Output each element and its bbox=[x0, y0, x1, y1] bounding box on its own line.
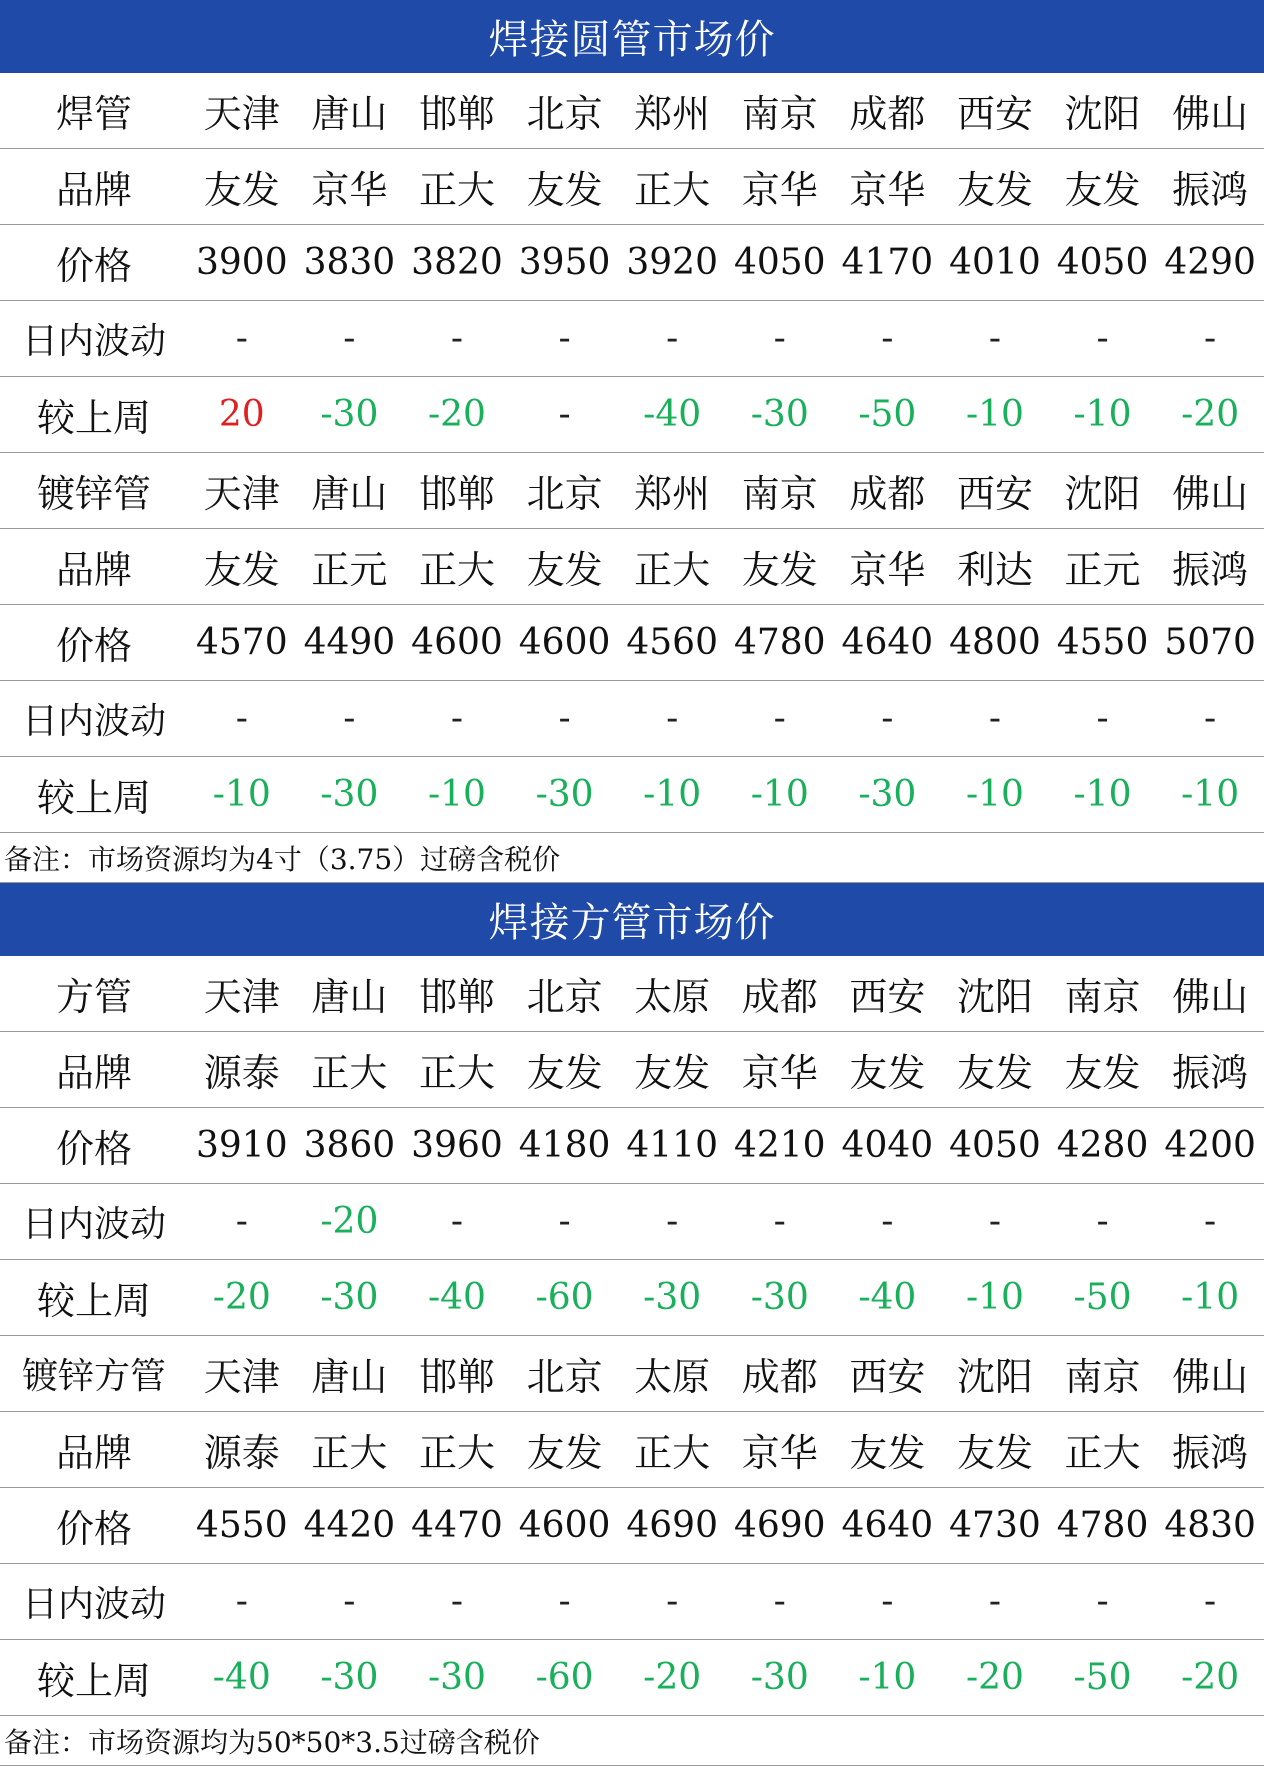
brand-cell: 京华 bbox=[849, 548, 926, 592]
price-cell: 4570 bbox=[195, 622, 288, 663]
row-label: 日内波动 bbox=[21, 1204, 166, 1245]
weekly-row bbox=[0, 1260, 1264, 1336]
city-cell: 邯郸 bbox=[418, 1355, 495, 1399]
brand-cell: 正大 bbox=[418, 1431, 495, 1475]
intraday-cell: - bbox=[558, 318, 571, 359]
price-cell: 4640 bbox=[841, 622, 934, 663]
weekly-cell: -30 bbox=[320, 774, 379, 815]
price-cell: 4210 bbox=[733, 1125, 826, 1166]
brand-cell: 正大 bbox=[311, 1051, 388, 1095]
brand-cell: 京华 bbox=[741, 168, 818, 212]
row-cells bbox=[188, 539, 1264, 594]
section-title: 焊接方管市场价 bbox=[0, 883, 1264, 956]
intraday-cell: - bbox=[450, 698, 464, 739]
brand-cell: 友发 bbox=[526, 1431, 603, 1475]
weekly-cell: -20 bbox=[212, 1277, 271, 1318]
weekly-cell: -10 bbox=[1073, 774, 1132, 815]
price-cell: 4420 bbox=[303, 1505, 396, 1546]
weekly-cell: -20 bbox=[427, 394, 486, 435]
row-cells bbox=[188, 159, 1264, 214]
price-section bbox=[0, 883, 1264, 1766]
price-cell: 4600 bbox=[518, 622, 611, 663]
price-cell: 5070 bbox=[1164, 622, 1256, 663]
price-cell: 4180 bbox=[518, 1125, 611, 1166]
intraday-cell: - bbox=[881, 1581, 894, 1622]
brand-cell: 正大 bbox=[418, 548, 495, 592]
brand-cell: 友发 bbox=[526, 1051, 603, 1095]
weekly-cell: -30 bbox=[320, 394, 379, 435]
city-cell: 沈阳 bbox=[1064, 472, 1141, 516]
city-cell: 佛山 bbox=[1172, 1355, 1249, 1399]
brand-cell: 正大 bbox=[418, 168, 495, 212]
intraday-cell: - bbox=[773, 698, 786, 739]
weekly-cell: -30 bbox=[320, 1277, 379, 1318]
weekly-cell: -10 bbox=[965, 1277, 1024, 1318]
city-row bbox=[0, 1336, 1264, 1412]
city-row bbox=[0, 453, 1264, 529]
weekly-cell: -10 bbox=[212, 774, 271, 815]
row-cells bbox=[188, 318, 1264, 359]
weekly-cell: -30 bbox=[750, 394, 809, 435]
city-cell: 邯郸 bbox=[418, 975, 495, 1019]
price-cell: 4800 bbox=[949, 622, 1041, 663]
price-cell: 3920 bbox=[626, 242, 718, 283]
city-cell: 沈阳 bbox=[1064, 92, 1141, 136]
row-label: 价格 bbox=[55, 624, 132, 668]
weekly-cell: -10 bbox=[427, 774, 486, 815]
price-cell: 3820 bbox=[411, 242, 503, 283]
weekly-cell: -30 bbox=[643, 1277, 702, 1318]
price-cell: 4600 bbox=[518, 1505, 611, 1546]
price-cell: 4050 bbox=[733, 242, 826, 283]
brand-cell: 利达 bbox=[956, 548, 1033, 592]
brand-cell: 正大 bbox=[634, 1431, 711, 1475]
row-label: 品牌 bbox=[55, 1051, 132, 1095]
city-cell: 南京 bbox=[1064, 975, 1141, 1019]
brand-row bbox=[0, 149, 1264, 225]
city-row bbox=[0, 956, 1264, 1032]
city-cell: 北京 bbox=[526, 975, 603, 1019]
row-label: 价格 bbox=[55, 1507, 132, 1551]
brand-cell: 友发 bbox=[1064, 168, 1141, 212]
intraday-cell: - bbox=[666, 1581, 679, 1622]
city-cell: 成都 bbox=[741, 1355, 818, 1399]
row-label: 价格 bbox=[55, 244, 132, 288]
city-cell: 西安 bbox=[956, 472, 1033, 516]
intraday-cell: - bbox=[1096, 1201, 1109, 1242]
row-label: 价格 bbox=[55, 1127, 132, 1171]
row-label: 日内波动 bbox=[21, 1584, 166, 1625]
weekly-cell: -40 bbox=[858, 1277, 917, 1318]
city-cell: 太原 bbox=[634, 975, 711, 1019]
intraday-cell: - bbox=[1204, 698, 1217, 739]
price-cell: 4290 bbox=[1164, 242, 1256, 283]
row-cells bbox=[188, 242, 1264, 283]
price-cell: 4830 bbox=[1164, 1505, 1256, 1546]
intraday-cell: - bbox=[1096, 318, 1109, 359]
price-cell: 4280 bbox=[1056, 1125, 1149, 1166]
price-cell: 3910 bbox=[195, 1125, 288, 1166]
weekly-cell: -50 bbox=[858, 394, 917, 435]
price-cell: 3830 bbox=[303, 242, 396, 283]
city-cell: 北京 bbox=[526, 472, 603, 516]
row-cells bbox=[188, 1346, 1264, 1401]
weekly-cell: -10 bbox=[965, 774, 1024, 815]
row-cells bbox=[188, 1042, 1264, 1097]
section-note: 备注：市场资源均为4寸（3.75）过磅含税价 bbox=[0, 833, 1264, 883]
price-row bbox=[0, 605, 1264, 681]
brand-cell: 友发 bbox=[849, 1431, 926, 1475]
price-row bbox=[0, 225, 1264, 301]
weekly-cell: -20 bbox=[965, 1657, 1024, 1698]
weekly-cell: -20 bbox=[1181, 1657, 1240, 1698]
row-cells bbox=[188, 1657, 1264, 1698]
intraday-cell: - bbox=[558, 1201, 571, 1242]
price-cell: 3900 bbox=[195, 242, 288, 283]
price-cell: 4110 bbox=[626, 1125, 718, 1166]
brand-cell: 正大 bbox=[1064, 1431, 1141, 1475]
brand-cell: 友发 bbox=[741, 548, 818, 592]
price-cell: 4050 bbox=[1056, 242, 1149, 283]
intraday-cell: -20 bbox=[320, 1201, 379, 1242]
brand-cell: 振鸿 bbox=[1172, 168, 1249, 212]
row-cells bbox=[188, 966, 1264, 1021]
intraday-row bbox=[0, 301, 1264, 377]
brand-cell: 京华 bbox=[741, 1431, 818, 1475]
row-cells bbox=[188, 698, 1264, 739]
city-cell: 天津 bbox=[203, 1355, 280, 1399]
price-cell: 4640 bbox=[841, 1505, 934, 1546]
city-cell: 成都 bbox=[741, 975, 818, 1019]
weekly-cell: -30 bbox=[427, 1657, 486, 1698]
city-cell: 邯郸 bbox=[418, 92, 495, 136]
city-cell: 唐山 bbox=[311, 975, 388, 1019]
weekly-cell: -30 bbox=[750, 1657, 809, 1698]
weekly-cell: -10 bbox=[858, 1657, 917, 1698]
row-cells bbox=[188, 1277, 1264, 1318]
weekly-cell: -30 bbox=[320, 1657, 379, 1698]
intraday-row bbox=[0, 681, 1264, 757]
city-cell: 佛山 bbox=[1172, 92, 1249, 136]
city-cell: 天津 bbox=[203, 975, 280, 1019]
brand-cell: 友发 bbox=[526, 548, 603, 592]
intraday-cell: - bbox=[988, 318, 1002, 359]
intraday-cell: - bbox=[881, 1201, 894, 1242]
price-cell: 4550 bbox=[195, 1505, 288, 1546]
city-cell: 郑州 bbox=[634, 472, 711, 516]
city-cell: 佛山 bbox=[1172, 975, 1249, 1019]
brand-cell: 友发 bbox=[526, 168, 603, 212]
price-cell: 4780 bbox=[1056, 1505, 1149, 1546]
intraday-cell: - bbox=[235, 318, 248, 359]
city-cell: 北京 bbox=[526, 92, 603, 136]
weekly-cell: -20 bbox=[643, 1657, 702, 1698]
intraday-cell: - bbox=[666, 318, 679, 359]
intraday-cell: - bbox=[343, 698, 356, 739]
brand-row bbox=[0, 1412, 1264, 1488]
intraday-cell: - bbox=[1204, 1201, 1217, 1242]
price-cell: 4550 bbox=[1056, 622, 1149, 663]
price-cell: 4170 bbox=[841, 242, 934, 283]
intraday-cell: - bbox=[1096, 698, 1109, 739]
row-cells bbox=[188, 83, 1264, 138]
brand-cell: 振鸿 bbox=[1172, 1431, 1249, 1475]
city-cell: 唐山 bbox=[311, 472, 388, 516]
price-cell: 4730 bbox=[949, 1505, 1041, 1546]
weekly-cell: -50 bbox=[1073, 1657, 1132, 1698]
weekly-cell: -30 bbox=[858, 774, 917, 815]
brand-cell: 正大 bbox=[418, 1051, 495, 1095]
brand-cell: 友发 bbox=[203, 168, 280, 212]
row-label: 品牌 bbox=[55, 1431, 132, 1475]
intraday-cell: - bbox=[881, 698, 894, 739]
weekly-cell: -50 bbox=[1073, 1277, 1132, 1318]
weekly-cell: -10 bbox=[1181, 774, 1240, 815]
city-cell: 太原 bbox=[634, 1355, 711, 1399]
row-label: 日内波动 bbox=[21, 321, 166, 362]
city-cell: 唐山 bbox=[311, 92, 388, 136]
weekly-cell: -10 bbox=[965, 394, 1024, 435]
brand-cell: 友发 bbox=[956, 1051, 1033, 1095]
intraday-row bbox=[0, 1564, 1264, 1640]
intraday-cell: - bbox=[235, 1581, 248, 1622]
city-row bbox=[0, 73, 1264, 149]
intraday-cell: - bbox=[343, 1581, 356, 1622]
price-row bbox=[0, 1108, 1264, 1184]
row-label: 镀锌方管 bbox=[21, 1356, 166, 1397]
city-cell: 西安 bbox=[849, 1355, 926, 1399]
city-cell: 成都 bbox=[849, 92, 926, 136]
intraday-cell: - bbox=[450, 1201, 464, 1242]
city-cell: 北京 bbox=[526, 1355, 603, 1399]
weekly-cell: -10 bbox=[1073, 394, 1132, 435]
price-cell: 3960 bbox=[411, 1125, 503, 1166]
price-cell: 4560 bbox=[626, 622, 718, 663]
row-cells bbox=[188, 463, 1264, 518]
row-cells bbox=[188, 394, 1264, 435]
city-cell: 西安 bbox=[849, 975, 926, 1019]
city-cell: 佛山 bbox=[1172, 472, 1249, 516]
weekly-row bbox=[0, 1640, 1264, 1716]
row-label: 品牌 bbox=[55, 548, 132, 592]
brand-cell: 正元 bbox=[311, 548, 388, 592]
weekly-cell: -40 bbox=[643, 394, 702, 435]
price-cell: 4010 bbox=[949, 242, 1041, 283]
brand-cell: 正元 bbox=[1064, 548, 1141, 592]
intraday-cell: - bbox=[1204, 1581, 1217, 1622]
weekly-cell: -40 bbox=[427, 1277, 486, 1318]
city-cell: 沈阳 bbox=[956, 1355, 1033, 1399]
row-label: 品牌 bbox=[55, 168, 132, 212]
intraday-cell: - bbox=[881, 318, 894, 359]
weekly-cell: -60 bbox=[535, 1657, 594, 1698]
intraday-cell: - bbox=[558, 698, 571, 739]
row-label: 日内波动 bbox=[21, 701, 166, 742]
intraday-cell: - bbox=[235, 698, 248, 739]
city-cell: 唐山 bbox=[311, 1355, 388, 1399]
weekly-cell: 20 bbox=[218, 394, 265, 435]
row-cells bbox=[188, 1505, 1264, 1546]
city-cell: 天津 bbox=[203, 92, 280, 136]
city-cell: 邯郸 bbox=[418, 472, 495, 516]
weekly-cell: -40 bbox=[212, 1657, 271, 1698]
brand-row bbox=[0, 1032, 1264, 1108]
brand-row bbox=[0, 529, 1264, 605]
price-cell: 4780 bbox=[733, 622, 826, 663]
intraday-cell: - bbox=[773, 1201, 786, 1242]
intraday-cell: - bbox=[666, 698, 679, 739]
weekly-cell: -30 bbox=[750, 1277, 809, 1318]
price-cell: 3950 bbox=[518, 242, 611, 283]
price-cell: 4690 bbox=[626, 1505, 718, 1546]
intraday-cell: - bbox=[988, 698, 1002, 739]
section-note: 备注：市场资源均为50*50*3.5过磅含税价 bbox=[0, 1716, 1264, 1766]
city-cell: 南京 bbox=[741, 472, 818, 516]
row-cells bbox=[188, 1581, 1264, 1622]
row-label: 镀锌管 bbox=[36, 472, 151, 516]
price-cell: 4490 bbox=[303, 622, 396, 663]
intraday-cell: - bbox=[1096, 1581, 1109, 1622]
price-cell: 4600 bbox=[411, 622, 503, 663]
city-cell: 南京 bbox=[1064, 1355, 1141, 1399]
section-title: 焊接圆管市场价 bbox=[0, 0, 1264, 73]
weekly-cell: -10 bbox=[750, 774, 809, 815]
row-label: 方管 bbox=[55, 975, 132, 1019]
row-label: 焊管 bbox=[55, 92, 132, 136]
intraday-cell: - bbox=[988, 1581, 1002, 1622]
city-cell: 天津 bbox=[203, 472, 280, 516]
brand-cell: 源泰 bbox=[203, 1431, 280, 1475]
weekly-cell: -60 bbox=[535, 1277, 594, 1318]
brand-cell: 振鸿 bbox=[1172, 1051, 1249, 1095]
intraday-row bbox=[0, 1184, 1264, 1260]
intraday-cell: - bbox=[773, 1581, 786, 1622]
brand-cell: 京华 bbox=[849, 168, 926, 212]
row-cells bbox=[188, 774, 1264, 815]
intraday-cell: - bbox=[558, 1581, 571, 1622]
price-cell: 4470 bbox=[411, 1505, 503, 1546]
brand-cell: 京华 bbox=[741, 1051, 818, 1095]
price-cell: 4040 bbox=[841, 1125, 934, 1166]
intraday-cell: - bbox=[773, 318, 786, 359]
brand-cell: 正大 bbox=[634, 168, 711, 212]
city-cell: 沈阳 bbox=[956, 975, 1033, 1019]
price-cell: 4050 bbox=[949, 1125, 1041, 1166]
row-label: 较上周 bbox=[36, 776, 151, 820]
intraday-cell: - bbox=[343, 318, 356, 359]
brand-cell: 友发 bbox=[849, 1051, 926, 1095]
brand-cell: 友发 bbox=[956, 1431, 1033, 1475]
price-cell: 4690 bbox=[733, 1505, 826, 1546]
brand-cell: 京华 bbox=[311, 168, 388, 212]
brand-cell: 振鸿 bbox=[1172, 548, 1249, 592]
city-cell: 郑州 bbox=[634, 92, 711, 136]
intraday-cell: - bbox=[450, 1581, 464, 1622]
row-label: 较上周 bbox=[36, 1279, 151, 1323]
brand-cell: 友发 bbox=[634, 1051, 711, 1095]
brand-cell: 友发 bbox=[1064, 1051, 1141, 1095]
weekly-cell: -10 bbox=[1181, 1277, 1240, 1318]
brand-cell: 友发 bbox=[203, 548, 280, 592]
city-cell: 成都 bbox=[849, 472, 926, 516]
weekly-cell: -20 bbox=[1181, 394, 1240, 435]
brand-cell: 正大 bbox=[311, 1431, 388, 1475]
weekly-cell: -10 bbox=[643, 774, 702, 815]
city-cell: 西安 bbox=[956, 92, 1033, 136]
weekly-cell: - bbox=[558, 394, 571, 435]
row-label: 较上周 bbox=[36, 396, 151, 440]
brand-cell: 源泰 bbox=[203, 1051, 280, 1095]
intraday-cell: - bbox=[1204, 318, 1217, 359]
brand-cell: 正大 bbox=[634, 548, 711, 592]
row-cells bbox=[188, 622, 1264, 663]
intraday-cell: - bbox=[666, 1201, 679, 1242]
price-cell: 4200 bbox=[1164, 1125, 1256, 1166]
row-cells bbox=[188, 1201, 1264, 1242]
row-cells bbox=[188, 1422, 1264, 1477]
price-row bbox=[0, 1488, 1264, 1564]
brand-cell: 友发 bbox=[956, 168, 1033, 212]
price-cell: 3860 bbox=[303, 1125, 396, 1166]
weekly-row bbox=[0, 757, 1264, 833]
weekly-cell: -30 bbox=[535, 774, 594, 815]
row-cells bbox=[188, 1125, 1264, 1166]
intraday-cell: - bbox=[450, 318, 464, 359]
row-label: 较上周 bbox=[36, 1659, 151, 1703]
city-cell: 南京 bbox=[741, 92, 818, 136]
weekly-row bbox=[0, 377, 1264, 453]
intraday-cell: - bbox=[988, 1201, 1002, 1242]
intraday-cell: - bbox=[235, 1201, 248, 1242]
